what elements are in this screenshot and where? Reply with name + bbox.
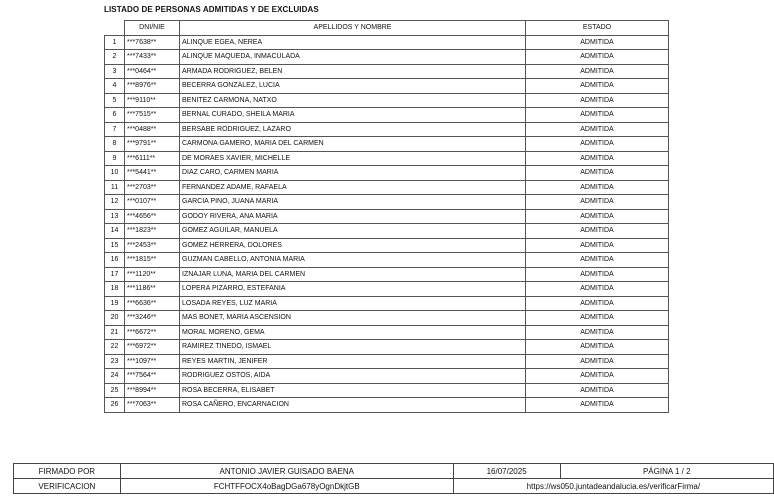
table-row: [105, 369, 669, 384]
row-name: DIAZ CARO, CARMEN MARIA: [180, 166, 526, 181]
row-name: REYES MARTIN, JENIFER: [180, 354, 526, 369]
verificacion-label: VERIFICACION: [14, 479, 121, 494]
row-name: ALINQUE MAQUEDA, INMACULADA: [180, 50, 526, 65]
table-row: [105, 64, 669, 79]
row-dni: ***1097**: [125, 354, 180, 369]
row-name: BERNAL CURADO, SHEILA MARIA: [180, 108, 526, 123]
row-estado: ADMITIDA: [526, 151, 669, 166]
row-dni: ***8976**: [125, 79, 180, 94]
row-number: 19: [105, 296, 125, 311]
row-name: GOMEZ HERRERA, DOLORES: [180, 238, 526, 253]
page-number: PÁGINA 1 / 2: [560, 464, 773, 479]
row-estado: ADMITIDA: [526, 267, 669, 282]
firma-date: 16/07/2025: [453, 464, 560, 479]
row-estado: ADMITIDA: [526, 108, 669, 123]
row-estado: ADMITIDA: [526, 137, 669, 152]
row-estado: ADMITIDA: [526, 296, 669, 311]
row-estado: ADMITIDA: [526, 369, 669, 384]
row-name: ARMADA RODRIGUEZ, BELEN: [180, 64, 526, 79]
row-number: 9: [105, 151, 125, 166]
row-dni: ***0464**: [125, 64, 180, 79]
row-name: GARCIA PINO, JUANA MARIA: [180, 195, 526, 210]
row-number: 12: [105, 195, 125, 210]
table-row: [105, 122, 669, 137]
row-number: 21: [105, 325, 125, 340]
row-number: 14: [105, 224, 125, 239]
table-header-row: [105, 21, 669, 36]
table-row: [105, 79, 669, 94]
row-estado: ADMITIDA: [526, 93, 669, 108]
row-estado: ADMITIDA: [526, 79, 669, 94]
row-dni: ***7063**: [125, 398, 180, 413]
row-number: 20: [105, 311, 125, 326]
table-row: [105, 93, 669, 108]
row-estado: ADMITIDA: [526, 354, 669, 369]
row-estado: ADMITIDA: [526, 166, 669, 181]
row-dni: ***1120**: [125, 267, 180, 282]
row-estado: ADMITIDA: [526, 180, 669, 195]
row-number: 17: [105, 267, 125, 282]
row-estado: ADMITIDA: [526, 35, 669, 50]
row-dni: ***7433**: [125, 50, 180, 65]
header-dni: DNI/NIE: [125, 21, 180, 36]
row-dni: ***8994**: [125, 383, 180, 398]
row-number: 11: [105, 180, 125, 195]
row-estado: ADMITIDA: [526, 282, 669, 297]
table-row: [105, 137, 669, 152]
row-number: 2: [105, 50, 125, 65]
row-dni: ***0488**: [125, 122, 180, 137]
row-name: GOMEZ AGUILAR, MANUELA: [180, 224, 526, 239]
row-estado: ADMITIDA: [526, 195, 669, 210]
row-number: 16: [105, 253, 125, 268]
row-number: 18: [105, 282, 125, 297]
row-dni: ***0107**: [125, 195, 180, 210]
table-row: [105, 267, 669, 282]
row-dni: ***7638**: [125, 35, 180, 50]
row-name: ROSA CAÑERO, ENCARNACION: [180, 398, 526, 413]
header-name: APELLIDOS Y NOMBRE: [180, 21, 526, 36]
row-dni: ***2703**: [125, 180, 180, 195]
row-name: RAMIREZ TINEDO, ISMAEL: [180, 340, 526, 355]
table-row: [105, 383, 669, 398]
row-estado: ADMITIDA: [526, 340, 669, 355]
table-row: [105, 108, 669, 123]
table-row: [105, 151, 669, 166]
row-estado: ADMITIDA: [526, 224, 669, 239]
row-number: 24: [105, 369, 125, 384]
row-dni: ***1815**: [125, 253, 180, 268]
table-row: [105, 180, 669, 195]
table-row: [105, 238, 669, 253]
table-row: [105, 166, 669, 181]
row-dni: ***9110**: [125, 93, 180, 108]
row-dni: ***7515**: [125, 108, 180, 123]
row-number: 10: [105, 166, 125, 181]
table-row: [105, 35, 669, 50]
row-name: BECERRA GONZALEZ, LUCIA: [180, 79, 526, 94]
table-row: [105, 253, 669, 268]
row-number: 26: [105, 398, 125, 413]
firmante-name: ANTONIO JAVIER GUISADO BAENA: [120, 464, 453, 479]
table-row: [105, 311, 669, 326]
row-dni: ***6672**: [125, 325, 180, 340]
row-estado: ADMITIDA: [526, 311, 669, 326]
footer-row-verificacion: [14, 479, 774, 494]
footer-row-firma: [14, 464, 774, 479]
row-name: BERSABE RODRIGUEZ, LAZARO: [180, 122, 526, 137]
row-dni: ***6972**: [125, 340, 180, 355]
row-number: 15: [105, 238, 125, 253]
row-dni: ***2453**: [125, 238, 180, 253]
row-name: GUZMAN CABELLO, ANTONIA MARIA: [180, 253, 526, 268]
table-row: [105, 296, 669, 311]
row-dni: ***5441**: [125, 166, 180, 181]
row-name: GODOY RIVERA, ANA MARIA: [180, 209, 526, 224]
row-number: 22: [105, 340, 125, 355]
row-estado: ADMITIDA: [526, 50, 669, 65]
row-name: MAS BONET, MARIA ASCENSION: [180, 311, 526, 326]
row-name: IZNAJAR LUNA, MARIA DEL CARMEN: [180, 267, 526, 282]
row-number: 25: [105, 383, 125, 398]
row-dni: ***6636**: [125, 296, 180, 311]
row-dni: ***1186**: [125, 282, 180, 297]
table-row: [105, 325, 669, 340]
row-estado: ADMITIDA: [526, 383, 669, 398]
row-name: MORAL MORENO, GEMA: [180, 325, 526, 340]
row-number: 5: [105, 93, 125, 108]
row-name: RODRIGUEZ OSTOS, AIDA: [180, 369, 526, 384]
table-row: [105, 282, 669, 297]
signature-footer: [13, 463, 774, 494]
row-number: 4: [105, 79, 125, 94]
row-dni: ***9791**: [125, 137, 180, 152]
firmado-por-label: FIRMADO POR: [14, 464, 121, 479]
row-estado: ADMITIDA: [526, 398, 669, 413]
row-estado: ADMITIDA: [526, 209, 669, 224]
table-row: [105, 354, 669, 369]
row-name: FERNANDEZ ADAME, RAFAELA: [180, 180, 526, 195]
table-row: [105, 195, 669, 210]
row-name: LOSADA REYES, LUZ MARIA: [180, 296, 526, 311]
row-name: DE MORAES XAVIER, MICHELLE: [180, 151, 526, 166]
table-row: [105, 340, 669, 355]
row-estado: ADMITIDA: [526, 325, 669, 340]
verification-url[interactable]: https://ws050.juntadeandalucia.es/verificarFirma/: [453, 479, 773, 494]
row-number: 8: [105, 137, 125, 152]
row-dni: ***7564**: [125, 369, 180, 384]
row-estado: ADMITIDA: [526, 238, 669, 253]
table-row: [105, 209, 669, 224]
row-dni: ***6111**: [125, 151, 180, 166]
row-name: CARMONA GAMERO, MARIA DEL CARMEN: [180, 137, 526, 152]
verification-code: FCHTFFOCX4oBagDGa678yOgnDkjtGB: [120, 479, 453, 494]
row-estado: ADMITIDA: [526, 122, 669, 137]
row-number: 3: [105, 64, 125, 79]
row-number: 6: [105, 108, 125, 123]
row-estado: ADMITIDA: [526, 64, 669, 79]
document-title: LISTADO DE PERSONAS ADMITIDAS Y DE EXCLUIDAS: [104, 5, 319, 14]
row-dni: ***1823**: [125, 224, 180, 239]
admitidos-table: [104, 20, 669, 413]
row-name: BENITEZ CARMONA, NATXO: [180, 93, 526, 108]
table-row: [105, 398, 669, 413]
header-estado: ESTADO: [526, 21, 669, 36]
row-estado: ADMITIDA: [526, 253, 669, 268]
row-name: ALINQUE EGEA, NEREA: [180, 35, 526, 50]
row-name: ROSA BECERRA, ELISABET: [180, 383, 526, 398]
row-number: 1: [105, 35, 125, 50]
table-row: [105, 224, 669, 239]
header-number: [105, 21, 125, 36]
table-row: [105, 50, 669, 65]
row-number: 23: [105, 354, 125, 369]
row-name: LOPERA PIZARRO, ESTEFANIA: [180, 282, 526, 297]
row-dni: ***3246**: [125, 311, 180, 326]
row-number: 7: [105, 122, 125, 137]
row-dni: ***4656**: [125, 209, 180, 224]
row-number: 13: [105, 209, 125, 224]
